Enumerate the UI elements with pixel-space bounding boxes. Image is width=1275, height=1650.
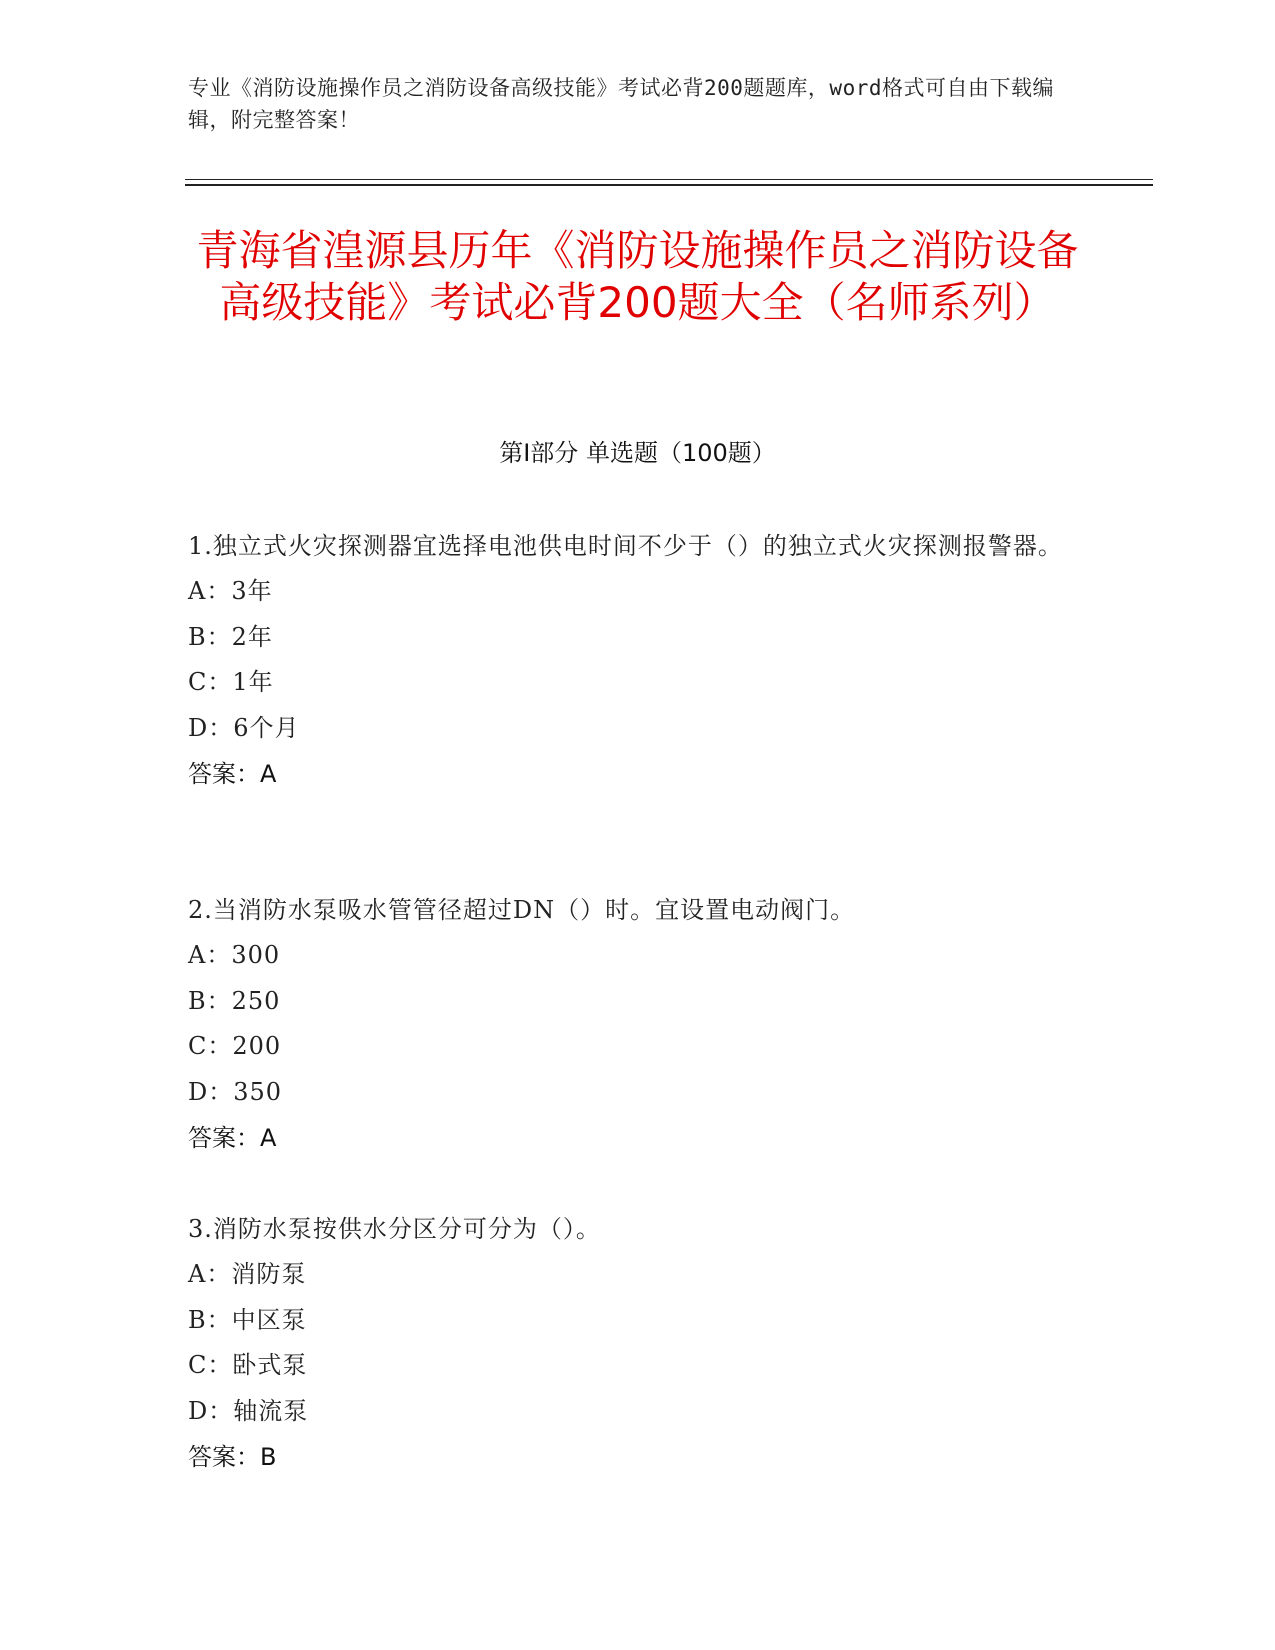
option-d: D：6个月 xyxy=(188,713,300,742)
option-a: A：300 xyxy=(188,941,281,969)
question-stem: 1.独立式火灾探测器宜选择电池供电时间不少于（）的独立式火灾探测报警器。 xyxy=(188,532,1063,560)
document-header: 专业《消防设施操作员之消防设备高级技能》考试必背200题题库，word格式可自由下载编辑，附完整答案！ xyxy=(188,76,1054,132)
question-3 xyxy=(188,1207,1068,1480)
answer: 答案：A xyxy=(188,1124,277,1152)
option-a: A：3年 xyxy=(188,577,273,605)
option-b: B：中区泵 xyxy=(188,1305,307,1334)
header-divider-top xyxy=(185,179,1153,180)
question-stem: 2.当消防水泵吸水管管径超过DN（）时。宜设置电动阀门。 xyxy=(188,896,856,924)
question-2 xyxy=(188,888,1068,1161)
option-b: B：2年 xyxy=(188,622,273,651)
option-a: A：消防泵 xyxy=(188,1260,307,1288)
option-d: D：轴流泵 xyxy=(188,1396,309,1425)
document-title: 青海省湟源县历年《消防设施操作员之消防设备高级技能》考试必背200题大全（名师系列） xyxy=(196,226,1079,327)
option-c: C：卧式泵 xyxy=(188,1351,308,1379)
answer: 答案：A xyxy=(188,760,277,788)
section-title: 第I部分 单选题（100题） xyxy=(499,439,776,467)
header-divider-bottom xyxy=(185,184,1153,186)
question-1 xyxy=(188,524,1068,797)
option-d: D：350 xyxy=(188,1077,283,1106)
question-stem: 3.消防水泵按供水分区分可分为（）。 xyxy=(188,1215,601,1243)
option-c: C：200 xyxy=(188,1032,282,1060)
answer: 答案：B xyxy=(188,1443,277,1471)
option-c: C：1年 xyxy=(188,668,274,696)
option-b: B：250 xyxy=(188,986,281,1015)
